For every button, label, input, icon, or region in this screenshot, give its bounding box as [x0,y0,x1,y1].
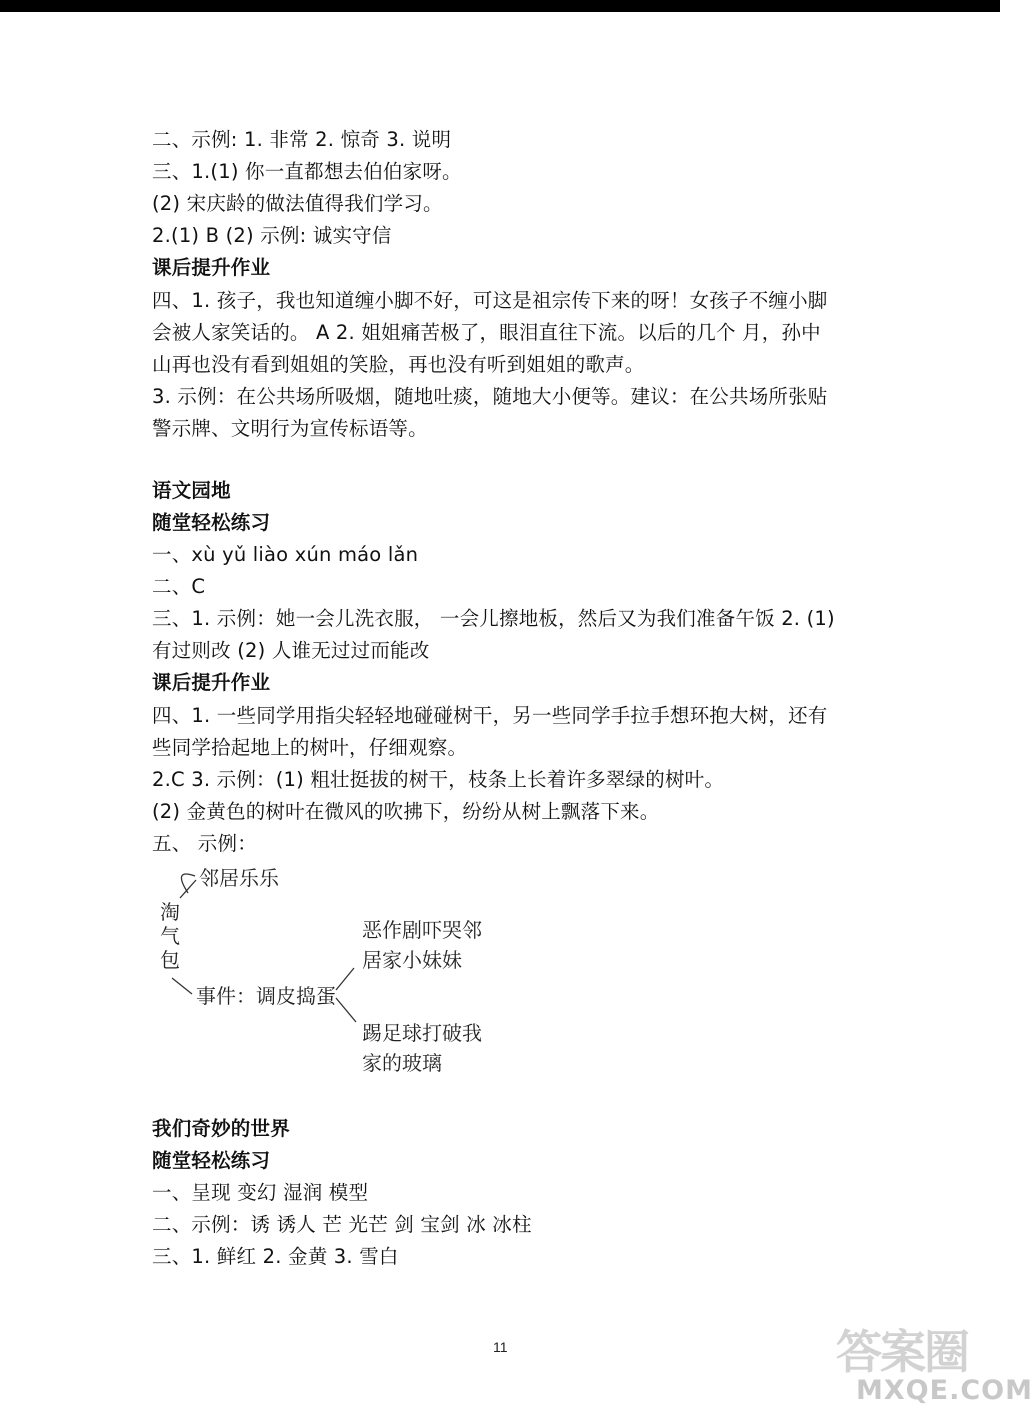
event-a-line: 居家小妹妹 [362,948,462,972]
event-a-line: 恶作剧吓哭邻 [362,918,482,942]
lesson-title: 语文园地 [152,479,231,502]
answer-line: 2.C 3. 示例：(1) 粗壮挺拔的树干，枝条上长着许多翠绿的树叶。 [152,768,725,791]
section-heading: 课后提升作业 [152,256,271,279]
answer-line: 一、xù yǔ liào xún máo lǎn [152,543,419,566]
section-heading: 课后提升作业 [152,671,271,694]
answer-line: 二、C [152,575,206,598]
event-b-line: 踢足球打破我 [362,1021,482,1045]
answer-line: 五、 示例： [152,832,257,855]
section-heading: 随堂轻松练习 [152,1149,271,1172]
subject-char: 气 [160,924,180,948]
answer-line: 四、1. 一些同学用指尖轻轻地碰碰树干，另一些同学手拉手想环抱大树，还有 [152,704,828,727]
answer-line: 2.(1) B (2) 示例: 诚实守信 [152,224,392,247]
answer-line: 二、示例：诱 诱人 芒 光芒 剑 宝剑 冰 冰柱 [152,1213,532,1236]
lesson-title: 我们奇妙的世界 [152,1117,290,1140]
branch-neighbor-label: 邻居乐乐 [199,866,279,890]
section-heading: 随堂轻松练习 [152,511,271,534]
answer-line: 3. 示例：在公共场所吸烟，随地吐痰，随地大小便等。建议：在公共场所张贴 [152,385,828,408]
answer-line: (2) 金黄色的树叶在微风的吹拂下，纷纷从树上飘落下来。 [152,800,660,823]
branch-event-label: 事件：调皮捣蛋 [196,984,336,1008]
subject-char: 淘 [160,900,180,924]
subject-char: 包 [160,948,180,972]
answer-line: 一、呈现 变幻 湿润 模型 [152,1181,369,1204]
answer-line: 三、1. 示例：她一会儿洗衣服， 一会儿擦地板，然后又为我们准备午饭 2. (1) [152,607,835,630]
answer-line: 有过则改 (2) 人谁无过过而能改 [152,639,430,662]
answer-line: 警示牌、文明行为宣传标语等。 [152,417,428,440]
answer-line: 二、示例: 1. 非常 2. 惊奇 3. 说明 [152,128,452,151]
answer-line: 三、1. 鲜红 2. 金黄 3. 雪白 [152,1245,399,1268]
answer-line: 山再也没有看到姐姐的笑脸，再也没有听到姐姐的歌声。 [152,353,645,376]
answer-line: 会被人家笑话的。 A 2. 姐姐痛苦极了，眼泪直往下流。以后的几个 月，孙中 [152,321,821,344]
event-b-line: 家的玻璃 [362,1051,442,1075]
answer-line: (2) 宋庆龄的做法值得我们学习。 [152,192,443,215]
watermark-url: MXQE.COM [856,1375,1033,1406]
answer-line: 三、1.(1) 你一直都想去伯伯家呀。 [152,160,462,183]
page-number: 11 [493,1339,508,1355]
answer-line: 四、1. 孩子，我也知道缠小脚不好，可这是祖宗传下来的呀！女孩子不缠小脚 [152,289,828,312]
watermark-cn: 答案圈 [836,1325,968,1379]
answer-line: 些同学拾起地上的树叶，仔细观察。 [152,736,468,759]
